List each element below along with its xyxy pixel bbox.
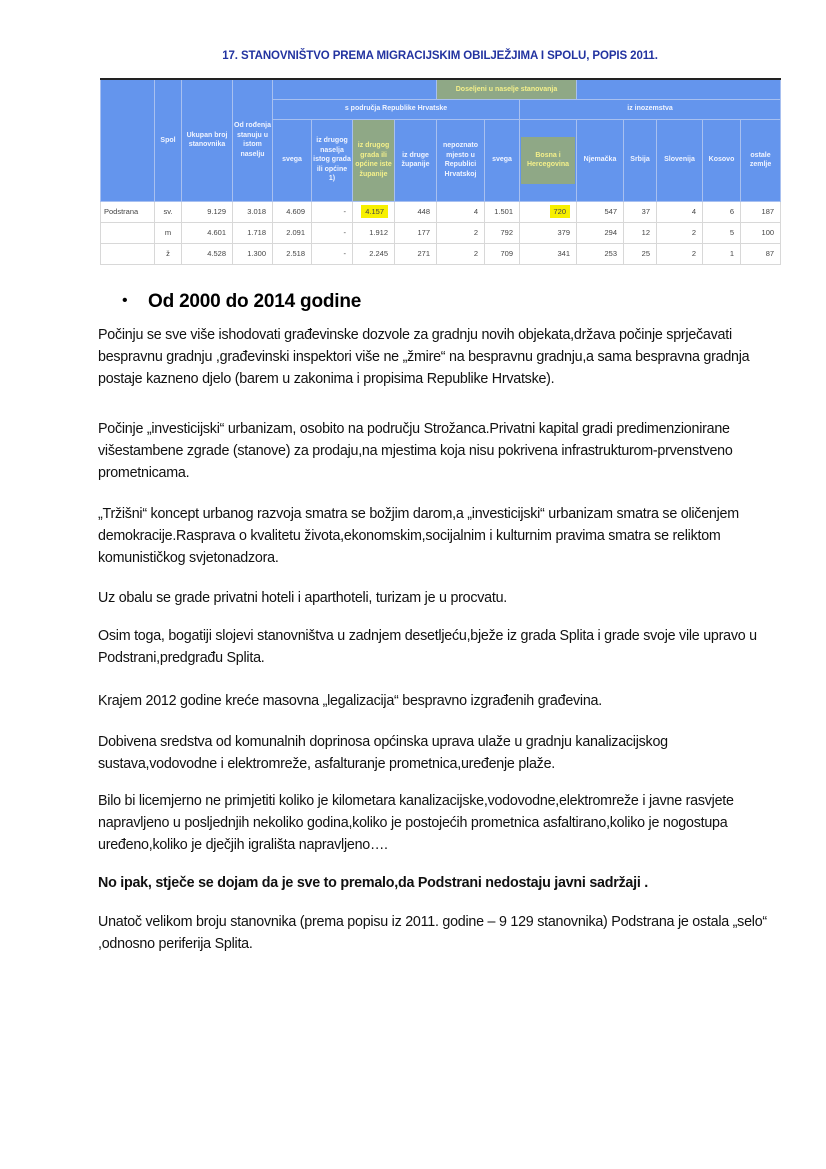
table-title: 17. STANOVNIŠTVO PREMA MIGRACIJSKIM OBILJEŽJIMA I SPOLU, POPIS 2011. xyxy=(222,50,658,62)
cell-hr-druga-zupanija: 448 xyxy=(395,201,437,222)
cell-hr-svega: 2.091 xyxy=(273,222,312,243)
paragraph-bold: No ipak, stječe se dojam da je sve to premalo,da Podstrani nedostaju javni sadržaji . xyxy=(98,875,649,891)
cell-hr-nepoznato: 4 xyxy=(437,201,485,222)
cell-in-ostale: 100 xyxy=(741,222,781,243)
cell-od-rodenja: 3.018 xyxy=(233,201,273,222)
paragraph: Dobivena sredstva od komunalnih doprinosa općinska uprava ulaže u gradnju kanalizacijskog sustava,vodovodne i elektromreže, asfalturanje prometnica,uređenje plaže. xyxy=(98,734,668,772)
cell-in-ostale: 187 xyxy=(741,201,781,222)
header-hr-svega: svega xyxy=(273,119,312,201)
cell-ukupan: 4.601 xyxy=(182,222,233,243)
cell-in-njemacka: 547 xyxy=(577,201,624,222)
cell-in-ostale: 87 xyxy=(741,243,781,264)
header-in-svega: svega xyxy=(485,119,520,201)
header-spol: Spol xyxy=(155,79,182,201)
cell-hr-drugi-grad xyxy=(353,201,395,222)
cell-in-kosovo: 6 xyxy=(703,201,741,222)
cell-in-kosovo: 5 xyxy=(703,222,741,243)
header-hr-druga-zupanija: iz druge županije xyxy=(395,119,437,201)
cell-od-rodenja: 1.718 xyxy=(233,222,273,243)
cell-in-srbija: 37 xyxy=(624,201,657,222)
header-doseljeni: Doseljeni u naselje stanovanja xyxy=(437,79,577,99)
cell-hr-svega: 2.518 xyxy=(273,243,312,264)
cell-in-bih: 341 xyxy=(520,243,577,264)
cell-in-svega: 1.501 xyxy=(485,201,520,222)
cell-ukupan: 4.528 xyxy=(182,243,233,264)
header-in-njemacka: Njemačka xyxy=(577,119,624,201)
header-in-bih xyxy=(520,119,577,201)
table-row xyxy=(101,222,781,243)
header-hr-drugi-grad: iz drugog grada ili općine iste županije xyxy=(353,119,395,201)
paragraph: Uz obalu se grade privatni hoteli i aparthoteli, turizam je u procvatu. xyxy=(98,590,507,606)
header-hr-isto-naselje: iz drugog naselja istog grada ili općine 1) xyxy=(312,119,353,201)
header-hr-nepoznato: nepoznato mjesto u Republici Hrvatskoj xyxy=(437,119,485,201)
header-in-bih-label: Bosna i Hercegovina xyxy=(521,137,575,184)
header-in-kosovo: Kosovo xyxy=(703,119,741,201)
paragraph: „Tržišni“ koncept urbanog razvoja smatra se božjim darom,a „investicijski“ urbanizam smatra se oličenjem demokracije.Rasprava o kvalitetu života,ekonomskim,socijalnim i kulturnim pravima smatra se reliktom komunističkog svjetonadzora. xyxy=(98,506,739,566)
cell-in-slovenija: 4 xyxy=(657,201,703,222)
cell-hr-isto-naselje: - xyxy=(312,201,353,222)
cell-in-svega: 792 xyxy=(485,222,520,243)
cell-name: Podstrana xyxy=(101,201,155,222)
cell-name xyxy=(101,222,155,243)
cell-in-bih: 379 xyxy=(520,222,577,243)
census-table xyxy=(100,78,781,265)
cell-in-bih xyxy=(520,201,577,222)
cell-in-slovenija: 2 xyxy=(657,222,703,243)
cell-in-kosovo: 1 xyxy=(703,243,741,264)
paragraph: Počinju se sve više ishodovati građevinske dozvole za gradnju novih objekata,država počinje sprječavati bespravnu gradnju ,građevinski inspektori više ne „žmire“ na bespravnu gradnju,a sama bespravna gradnja postaje kazneno djelo (barem u zakonima i propisima Republike Hrvatske). xyxy=(98,327,750,387)
cell-in-srbija: 25 xyxy=(624,243,657,264)
cell-hr-nepoznato: 2 xyxy=(437,222,485,243)
header-od-rodenja: Od rođenja stanuju u istom naselju xyxy=(233,79,273,201)
cell-hr-svega: 4.609 xyxy=(273,201,312,222)
cell-ukupan: 9.129 xyxy=(182,201,233,222)
cell-spol: sv. xyxy=(155,201,182,222)
cell-in-svega: 709 xyxy=(485,243,520,264)
cell-hr-isto-naselje: - xyxy=(312,222,353,243)
paragraph: Počinje „investicijski“ urbanizam, osobito na području Strožanca.Privatni kapital gradi predimenzionirane višestambene zgrade (stanove) za prodaju,na mjestima koja nisu pokrivena infrastrukturom-prvenstveno prometnicama. xyxy=(98,421,733,481)
cell-hr-drugi-grad: 2.245 xyxy=(353,243,395,264)
header-in-srbija: Srbija xyxy=(624,119,657,201)
cell-in-slovenija: 2 xyxy=(657,243,703,264)
header-in-ostale: ostale zemlje xyxy=(741,119,781,201)
cell-hr-druga-zupanija: 177 xyxy=(395,222,437,243)
header-ukupan: Ukupan broj stanovnika xyxy=(182,79,233,201)
cell-hr-drugi-grad: 1.912 xyxy=(353,222,395,243)
cell-hr-druga-zupanija: 271 xyxy=(395,243,437,264)
cell-in-srbija: 12 xyxy=(624,222,657,243)
cell-hr-isto-naselje: - xyxy=(312,243,353,264)
paragraph: Bilo bi licemjerno ne primjetiti koliko je kilometara kanalizacijske,vodovodne,elektromreže i javne rasvjete napravljeno u posljednjih nekoliko godina,koliko je postojećih prometnica asfaltirano,koliko je nogostupa uređeno,koliko je dječjih igrališta napravljeno…. xyxy=(98,793,734,853)
cell-in-njemacka: 294 xyxy=(577,222,624,243)
header-in-slovenija: Slovenija xyxy=(657,119,703,201)
paragraph: Krajem 2012 godine kreće masovna „legalizacija“ bespravno izgrađenih građevina. xyxy=(98,693,602,709)
highlighted-value: 4.157 xyxy=(361,205,388,218)
cell-od-rodenja: 1.300 xyxy=(233,243,273,264)
table-row xyxy=(101,243,781,264)
paragraph: Osim toga, bogatiji slojevi stanovništva u zadnjem desetljeću,bježe iz grada Splita i grade svoje vile upravo u Podstrani,predgrađu Splita. xyxy=(98,628,757,666)
cell-spol: m xyxy=(155,222,182,243)
cell-name xyxy=(101,243,155,264)
section-heading: Od 2000 do 2014 godine xyxy=(148,291,362,312)
header-group-spacer-right xyxy=(577,79,781,99)
paragraph: Unatoč velikom broju stanovnika (prema popisu iz 2011. godine – 9 129 stanovnika) Podstrana je ostala „selo“ ,odnosno periferija Splita. xyxy=(98,914,767,952)
cell-in-njemacka: 253 xyxy=(577,243,624,264)
header-group-spacer xyxy=(273,79,437,99)
header-inozemstvo: iz inozemstva xyxy=(520,99,781,119)
cell-spol: ž xyxy=(155,243,182,264)
table-row xyxy=(101,201,781,222)
bullet-icon: • xyxy=(122,292,128,309)
header-republika-hrvatska: s područja Republike Hrvatske xyxy=(273,99,520,119)
header-blank xyxy=(101,79,155,201)
highlighted-value: 720 xyxy=(550,205,571,218)
cell-hr-nepoznato: 2 xyxy=(437,243,485,264)
